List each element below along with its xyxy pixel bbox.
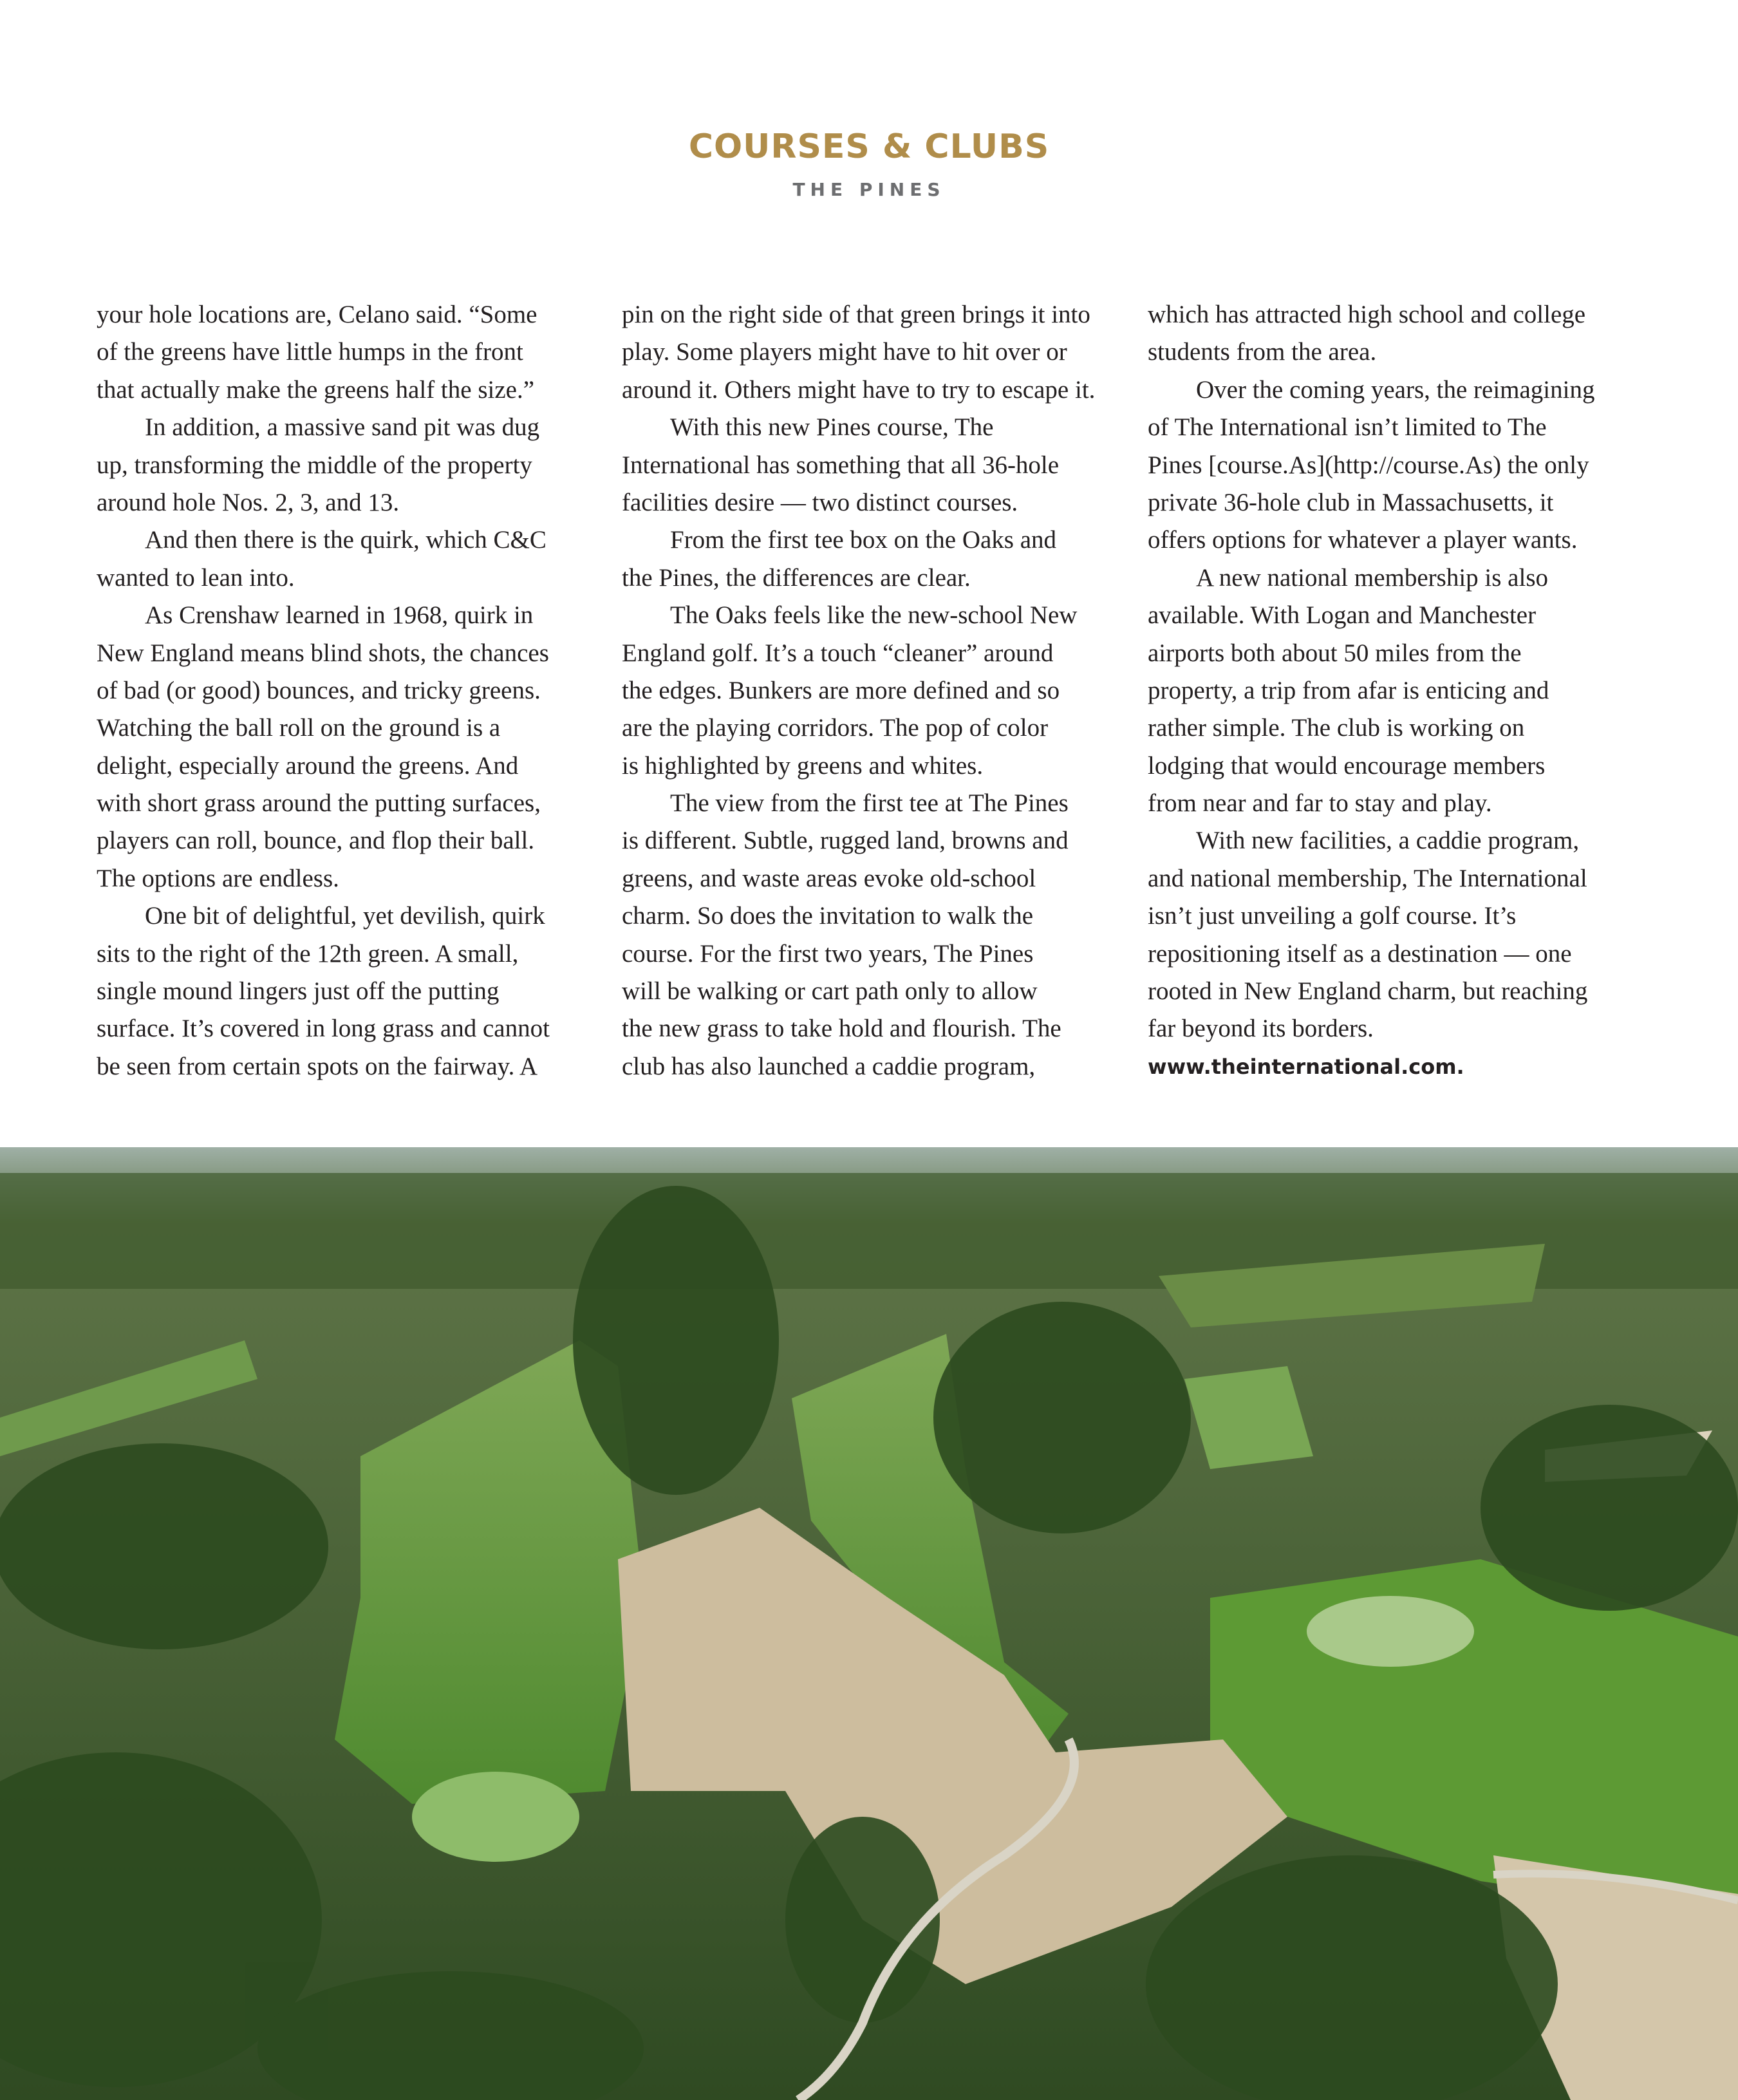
text-line: with short grass around the putting surfaces, (97, 789, 541, 818)
text-line: pin on the right side of that green brings it into (622, 301, 1090, 328)
text-line: your hole locations are, Celano said. “Some (97, 301, 537, 328)
text-line: that actually make the greens half the size.” (97, 375, 535, 404)
website-link[interactable]: www.theinternational.com. (1148, 1054, 1464, 1079)
text-line: wanted to lean into. (97, 563, 295, 592)
text-line: In addition, a massive sand pit was dug (145, 413, 540, 442)
text-line: private 36-hole club in Massachusetts, it (1148, 488, 1554, 516)
text-line: The view from the first tee at The Pines (670, 789, 1069, 818)
text-line: is different. Subtle, rugged land, browns and (622, 827, 1069, 855)
text-line: students from the area. (1148, 338, 1377, 366)
section-title: COURSES & CLUBS (688, 127, 1050, 166)
text-line: and national membership, The International (1148, 864, 1587, 892)
text-line: sits to the right of the 12th green. A small, (97, 939, 519, 968)
text-line: surface. It’s covered in long grass and cannot (97, 1015, 550, 1043)
text-line: be seen from certain spots on the fairway. A (97, 1052, 538, 1080)
text-line: Pines [course.As](http://course.As) the only (1148, 451, 1589, 479)
article-column-3 (1148, 296, 1650, 1085)
text-line: repositioning itself as a destination — one (1148, 939, 1572, 968)
text-line: The options are endless. (97, 864, 339, 892)
text-line: up, transforming the middle of the property (97, 451, 532, 479)
text-line: As Crenshaw learned in 1968, quirk in (145, 601, 534, 630)
text-line: A new national membership is also (1196, 563, 1548, 592)
text-line: With new facilities, a caddie program, (1196, 827, 1580, 855)
text-line: charm. So does the invitation to walk the (622, 902, 1034, 930)
text-line: airports both about 50 miles from the (1148, 639, 1522, 667)
text-line: available. With Logan and Manchester (1148, 601, 1537, 630)
text-line: club has also launched a caddie program, (622, 1052, 1036, 1080)
text-line: play. Some players might have to hit over or (622, 338, 1067, 366)
section-subtitle: THE PINES (792, 179, 946, 200)
text-line: the new grass to take hold and flourish. The (622, 1015, 1061, 1043)
text-line: With this new Pines course, The (670, 413, 994, 442)
text-line: around it. Others might have to try to escape it. (622, 375, 1096, 404)
text-line: One bit of delightful, yet devilish, quirk (145, 902, 545, 930)
text-line: of The International isn’t limited to The (1148, 413, 1547, 442)
text-line: players can roll, bounce, and flop their ball. (97, 827, 535, 855)
text-line: England golf. It’s a touch “cleaner” around (622, 639, 1054, 667)
text-line: International has something that all 36-hole (622, 451, 1060, 479)
text-line: greens, and waste areas evoke old-school (622, 864, 1036, 892)
text-line: rather simple. The club is working on (1148, 714, 1525, 742)
text-line: And then there is the quirk, which C&C (145, 526, 547, 554)
text-line: from near and far to stay and play. (1148, 789, 1492, 818)
text-line: The Oaks feels like the new-school New (670, 601, 1078, 630)
text-line: is highlighted by greens and whites. (622, 751, 984, 780)
text-line: far beyond its borders. (1148, 1015, 1374, 1043)
text-line: course. For the first two years, The Pines (622, 939, 1034, 968)
text-line: New England means blind shots, the chances (97, 639, 549, 667)
text-line: are the playing corridors. The pop of color (622, 714, 1049, 742)
text-line: delight, especially around the greens. And (97, 751, 519, 780)
text-line: will be walking or cart path only to allow (622, 977, 1038, 1006)
text-line: single mound lingers just off the putting (97, 977, 500, 1006)
text-line: which has attracted high school and college (1148, 301, 1586, 328)
text-line: rooted in New England charm, but reaching (1148, 977, 1588, 1006)
text-line: facilities desire — two distinct courses. (622, 488, 1018, 516)
text-line: Over the coming years, the reimagining (1196, 375, 1595, 404)
text-line: the Pines, the differences are clear. (622, 563, 971, 592)
text-line: of the greens have little humps in the front (97, 338, 523, 366)
text-line: property, a trip from afar is enticing and (1148, 676, 1549, 704)
article-column-1 (97, 296, 599, 1085)
text-line: offers options for whatever a player wants. (1148, 526, 1578, 554)
text-line: of bad (or good) bounces, and tricky greens. (97, 676, 541, 704)
text-line: From the first tee box on the Oaks and (670, 526, 1057, 554)
text-line: around hole Nos. 2, 3, and 13. (97, 488, 400, 516)
text-line: the edges. Bunkers are more defined and so (622, 676, 1060, 704)
text-line: Watching the ball roll on the ground is a (97, 714, 501, 742)
article-column-2 (622, 296, 1124, 1085)
aerial-golf-course-photo (0, 1147, 1738, 2100)
text-line: isn’t just unveiling a golf course. It’s (1148, 902, 1517, 930)
text-line: lodging that would encourage members (1148, 751, 1546, 780)
